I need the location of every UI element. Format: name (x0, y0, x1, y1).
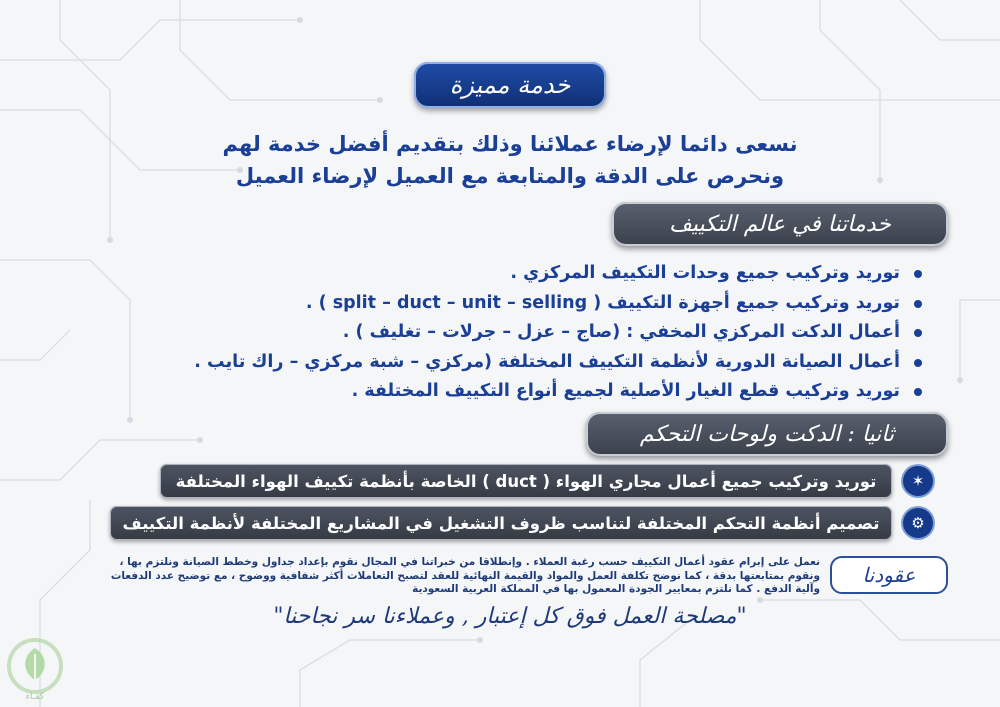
bullet-icon (914, 270, 922, 278)
company-logo (4, 636, 66, 702)
service-item: توريد وتركيب جميع أجهزة التكييف ( split – duct – unit – selling ) . (202, 289, 922, 319)
banner-title: خدمة مميزة (449, 71, 571, 99)
intro-line-1: نسعى دائما لإرضاء عملائنا وذلك بتقديم أفضل خدمة لهم (222, 132, 798, 156)
services-heading-text: خدماتنا في عالم التكييف (669, 211, 891, 237)
bullet-icon (914, 329, 922, 337)
control-item-text: تصميم أنظمة التحكم المختلفة لتناسب ظروف التشغيل في المشاريع المختلفة لأنظمة التكييف (122, 513, 880, 533)
service-item: توريد وتركيب جميع وحدات التكييف المركزي . (202, 259, 922, 289)
contracts-label-box (830, 556, 948, 594)
services-list (194, 259, 922, 407)
service-item: توريد وتركيب قطع الغيار الأصلية لجميع أنواع التكييف المختلفة . (202, 377, 922, 407)
control-panel-icon: ⚙ (903, 508, 933, 538)
intro-text (200, 128, 820, 192)
bullet-icon (914, 359, 922, 367)
bullet-icon (914, 300, 922, 308)
featured-service-banner (414, 62, 606, 108)
bullet-icon (914, 388, 922, 396)
duct-heading-text: ثانيا : الدكت ولوحات التحكم (639, 421, 895, 447)
service-item: أعمال الصيانة الدورية لأنظمة التكييف المختلفة (مركزي – شبة مركزي – راك تايب . (202, 348, 922, 378)
services-heading (612, 202, 948, 246)
control-item-row (110, 506, 892, 540)
duct-item-text: توريد وتركيب جميع أعمال مجاري الهواء ( duct ) الخاصة بأنظمة تكييف الهواء المختلفة (175, 471, 877, 491)
contracts-paragraph: نعمل على إبرام عقود أعمال التكييف حسب رغبة العملاء . وإنطلاقا من خبراتنا في المجال نقوم بإعداد جداول وخطط الصيانة ونلتزم بها ، ونقوم بمتابعتها بدقة ، كما نوضح تكلفة العمل والمواد والقيمة النهائية للعقد لتصبح التعاملات أكثر شفافية ووضوح ، مع توضيح عدد الدفعات وآلية الدفع . كما نلتزم بمعايير الجودة المعمول بها في المملكة العربية السعودية (110, 556, 820, 595)
logo-text: كفـاء (25, 692, 45, 702)
service-item: أعمال الدكت المركزي المخفي : (صاج – عزل – جرلات – تغليف ) . (202, 318, 922, 348)
intro-line-2: ونحرص على الدقة والمتابعة مع العميل لإرضاء العميل (235, 164, 785, 188)
duct-item-row (160, 464, 892, 498)
duct-icon: ✶ (903, 466, 933, 496)
duct-heading (586, 412, 948, 456)
contracts-label: عقودنا (862, 563, 916, 587)
motto-quote: "مصلحة العمل فوق كل إعتبار , وعملاءنا سر نجاحنا" (273, 604, 747, 629)
